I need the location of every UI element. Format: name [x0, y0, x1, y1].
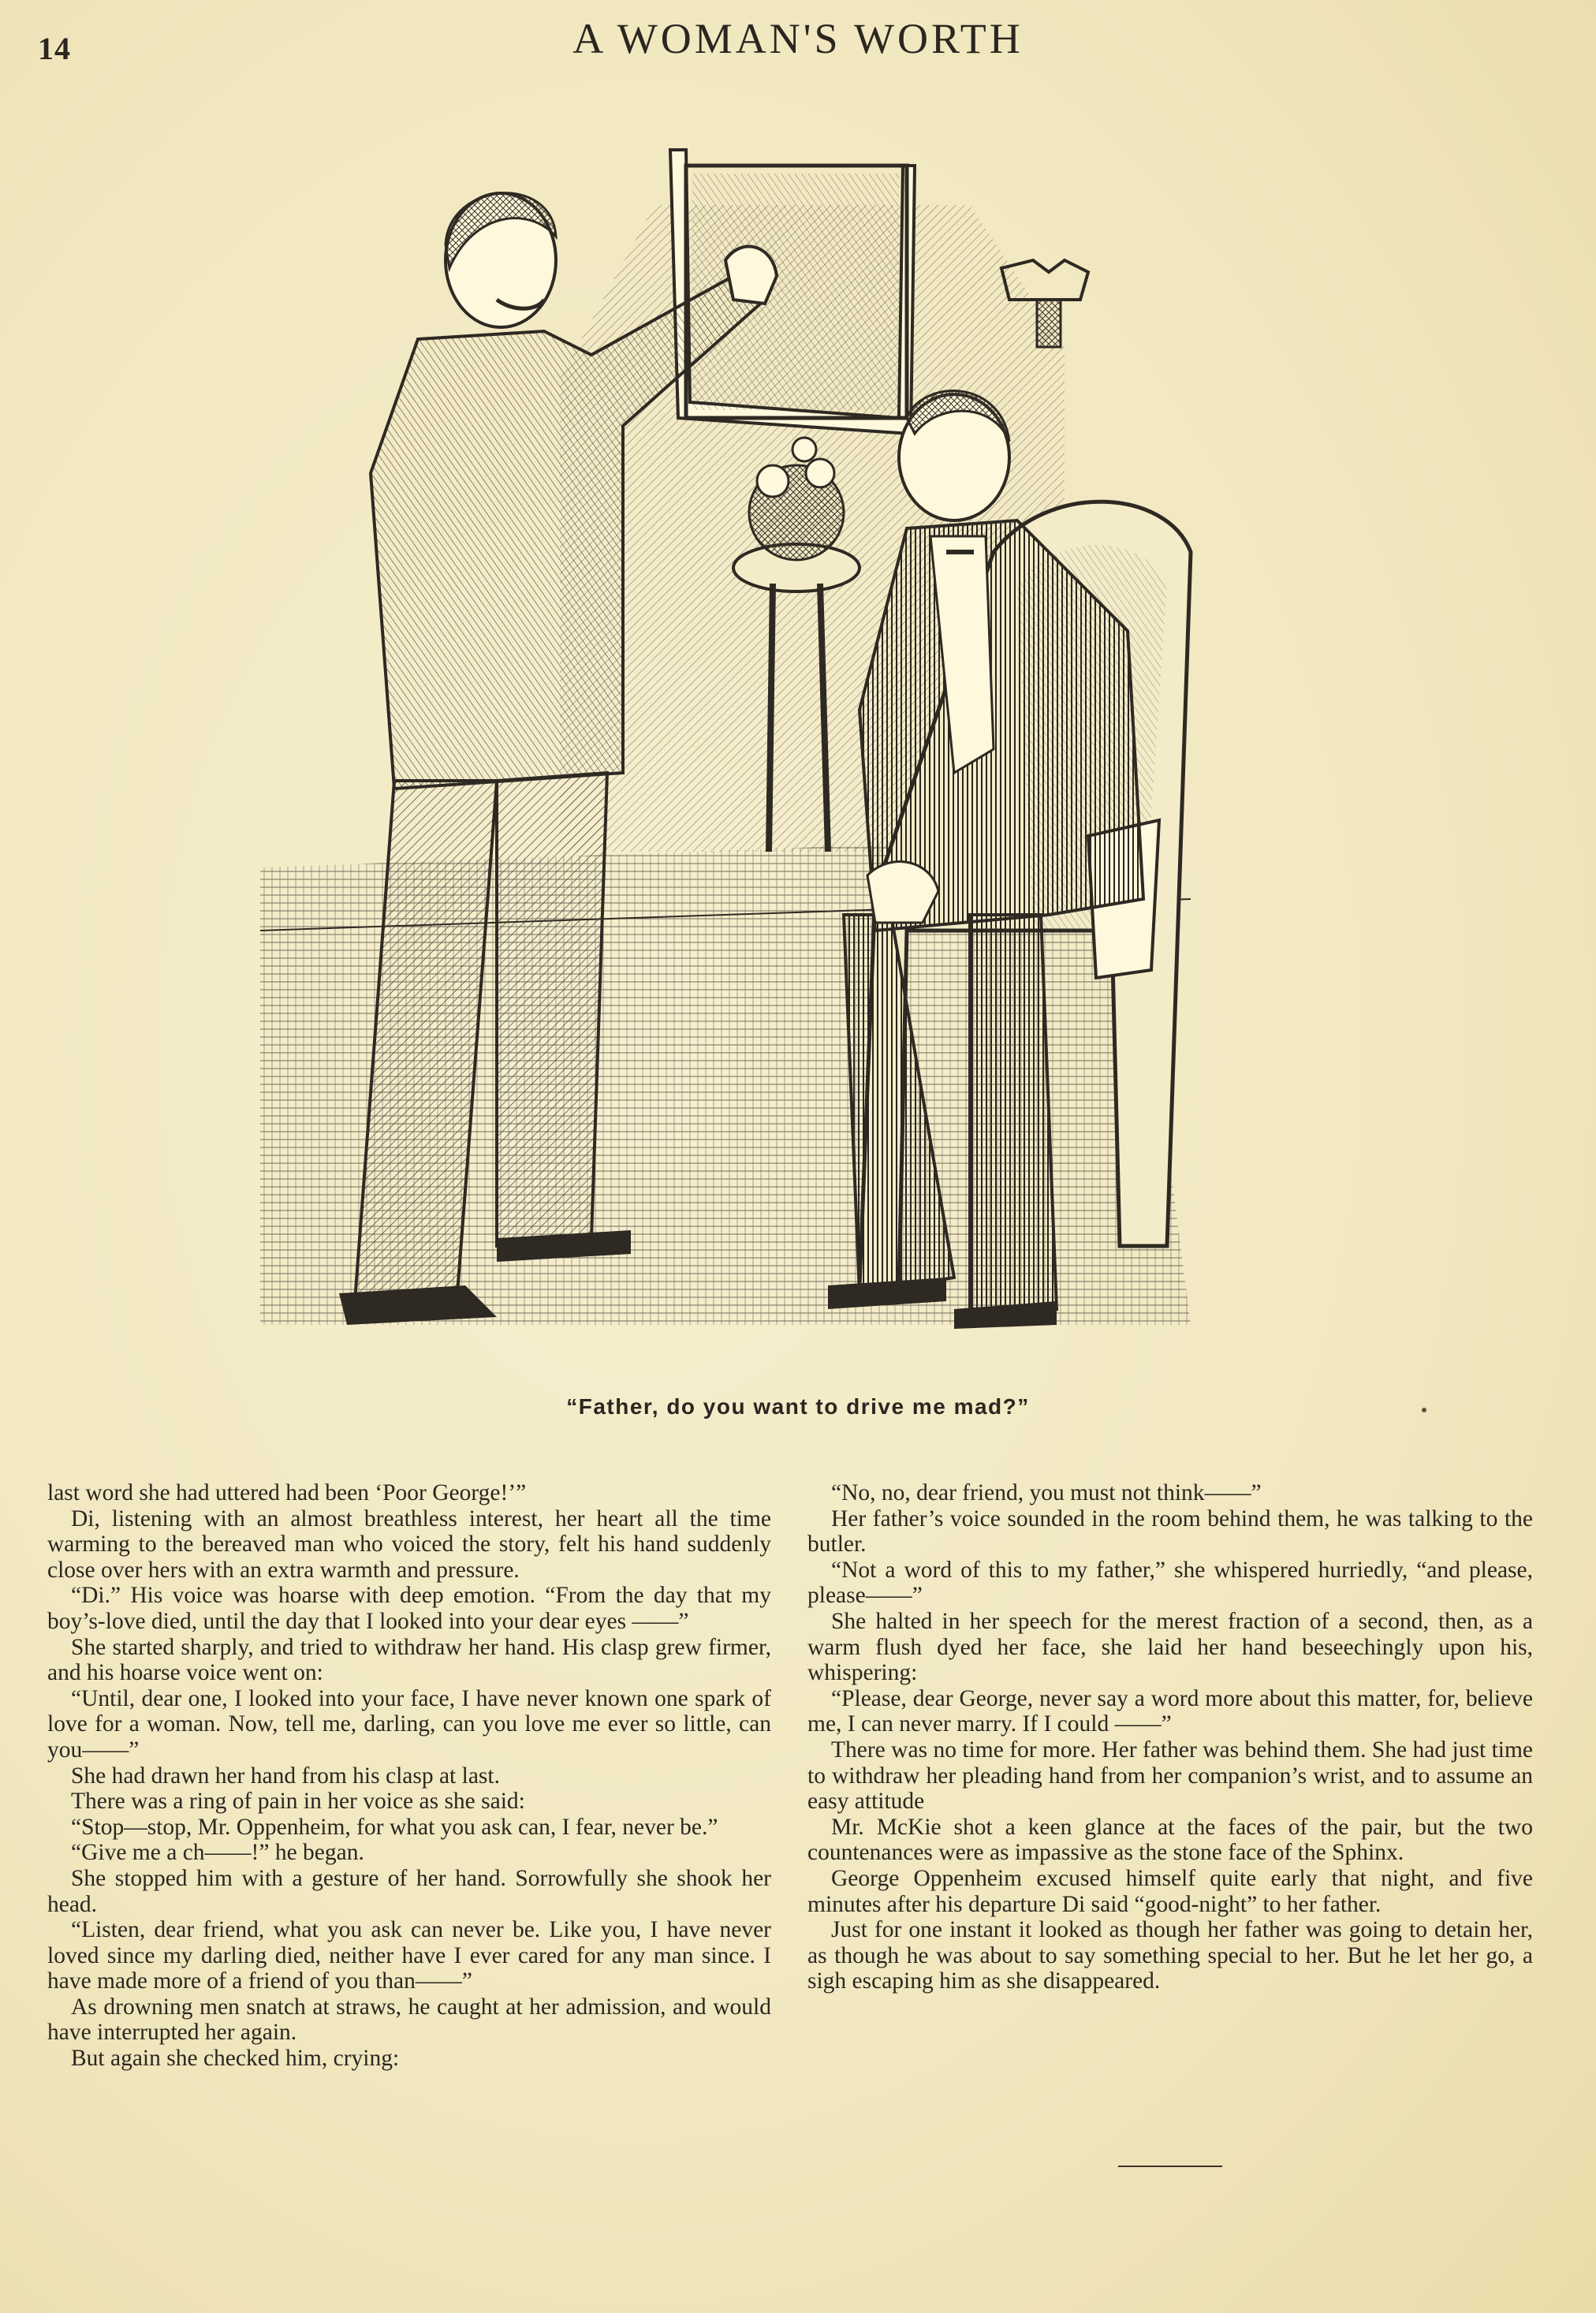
paragraph: She halted in her speech for the merest fraction of a second, then, as a warm flush dyed her face, she laid her hand beseechingly upon his, whispering:	[807, 1608, 1533, 1686]
paragraph: “Listen, dear friend, what you ask can never be. Like you, I have never loved since my darling died, neither have I ever cared for any man since. I have made more of a friend of you than——”	[47, 1917, 771, 1994]
paragraph: George Oppenheim excused himself quite early that night, and five minutes after his departure Di said “good-night” to her father.	[807, 1865, 1533, 1917]
paragraph: “Di.” His voice was hoarse with deep emotion. “From the day that my boy’s-love died, until the day that I looked into your dear eyes ——”	[47, 1583, 771, 1634]
paragraph: She stopped him with a gesture of her hand. Sorrowfully she shook her head.	[47, 1865, 771, 1917]
paragraph: “Not a word of this to my father,” she whispered hurriedly, “and please, please——”	[807, 1557, 1533, 1609]
paragraph: She started sharply, and tried to withdraw her hand. His clasp grew firmer, and his hoarse voice went on:	[47, 1634, 771, 1686]
running-title: A WOMAN'S WORTH	[572, 15, 1024, 62]
print-speck	[1422, 1408, 1426, 1412]
paragraph: She had drawn her hand from his clasp at last.	[71, 1763, 500, 1789]
paragraph: Mr. McKie shot a keen glance at the faces of the pair, but the two countenances were as impassive as the stone face of the Sphinx.	[807, 1814, 1533, 1866]
paragraph: “Give me a ch——!” he began.	[71, 1840, 364, 1866]
paragraph: Just for one instant it looked as though her father was going to detain her, as though he was about to say something special to her. But he let her go, a sigh escaping him as she disappeared.	[807, 1917, 1533, 1994]
paragraph: Di, listening with an almost breathless interest, her heart all the time warming to the bereaved man who voiced the story, felt his hand suddenly close over hers with an extra warmth and pressure.	[47, 1505, 771, 1583]
paragraph: Her father’s voice sounded in the room behind them, he was talking to the butler.	[807, 1505, 1533, 1558]
paragraph: There was no time for more. Her father was behind them. She had just time to withdraw her pleading hand from her companion’s wrist, and to assume an easy attitude	[807, 1737, 1533, 1815]
section-end-rule	[1118, 2166, 1222, 2167]
paragraph: last word she had uttered had been ‘Poor George!’”	[47, 1480, 527, 1505]
right-text-column	[807, 1480, 1533, 1994]
page-header	[0, 14, 1596, 69]
paragraph: “Please, dear George, never say a word more about this matter, for, believe me, I can never marry. If I could ——”	[807, 1685, 1533, 1737]
paragraph: But again she checked him, crying:	[71, 2046, 400, 2072]
page-number: 14	[38, 31, 71, 66]
paragraph: “No, no, dear friend, you must not think——”	[831, 1480, 1262, 1505]
paragraph: “Stop—stop, Mr. Oppenheim, for what you ask can, I fear, never be.”	[71, 1814, 718, 1840]
paragraph: As drowning men snatch at straws, he caught at her admission, and would have interrupted her again.	[47, 1994, 771, 2046]
paragraph: “Until, dear one, I looked into your face, I have never known one spark of love for a woman. Now, tell me, darling, can you love me ever so little, can you——”	[47, 1685, 771, 1763]
illustration-caption: “Father, do you want to drive me mad?”	[566, 1394, 1030, 1419]
left-text-column	[47, 1480, 771, 2072]
paragraph: There was a ring of pain in her voice as she said:	[71, 1789, 525, 1815]
engraving-illustration	[260, 142, 1246, 1349]
